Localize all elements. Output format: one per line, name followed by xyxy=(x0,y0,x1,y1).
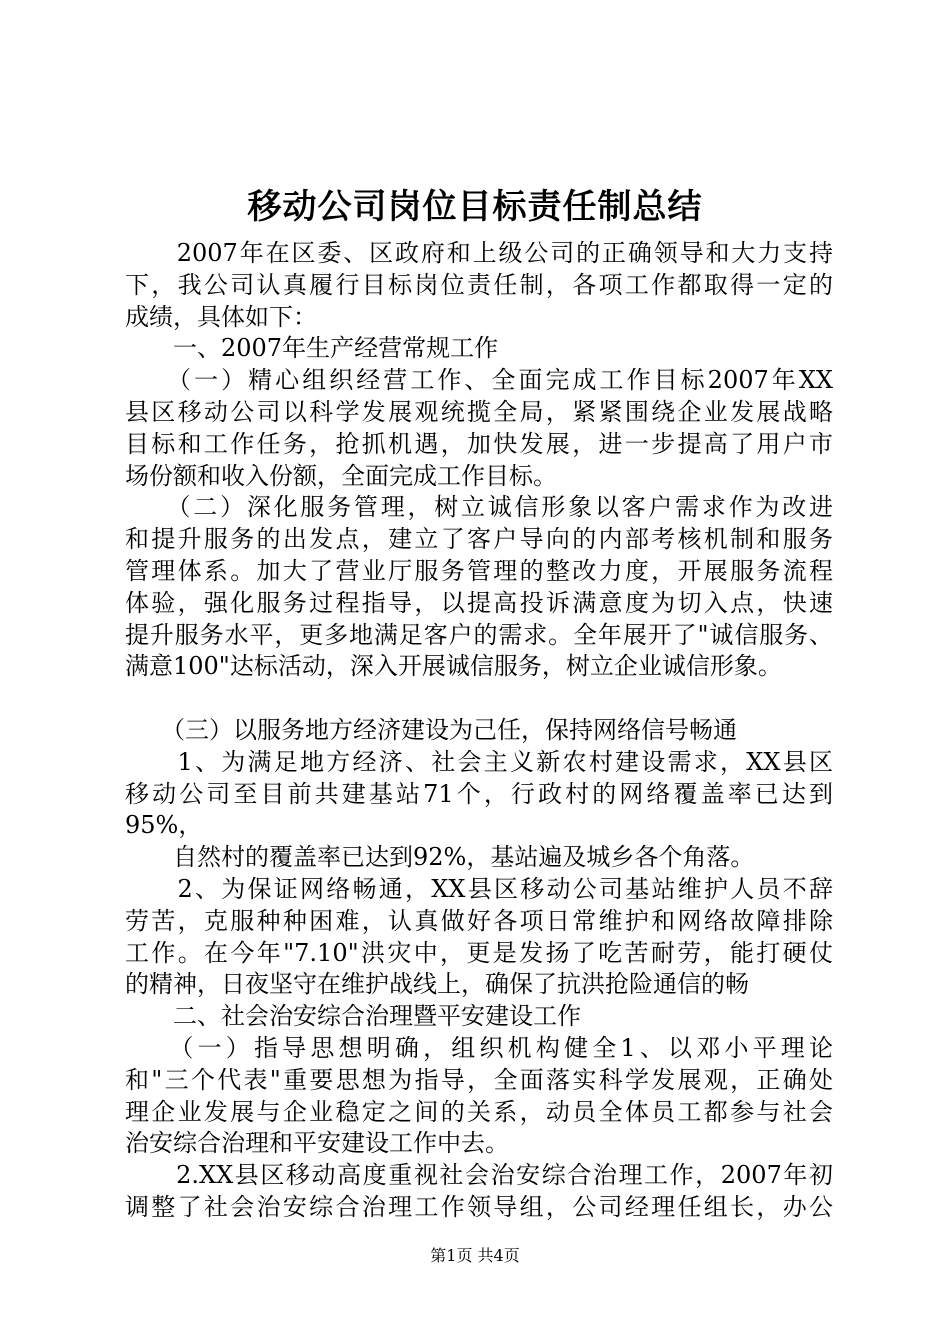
body-line: 治安综合治理和平安建设工作中去。 xyxy=(125,1129,509,1158)
body-line: 提升服务水平，更多地满足客户的需求。全年展开了"诚信服务、 xyxy=(125,620,833,649)
body-line: 2007年在区委、区政府和上级公司的正确领导和大力支持 xyxy=(125,239,833,267)
body-line: 自然村的覆盖率已达到92%，基站遍及城乡各个角落。 xyxy=(125,843,755,872)
body-line: 95%， xyxy=(125,811,203,840)
document-title: 移动公司岗位目标责任制总结 xyxy=(247,187,703,227)
body-line: 和"三个代表"重要思想为指导，全面落实科学发展观，正确处 xyxy=(125,1065,833,1094)
body-line: 的精神，日夜坚守在维护战线上，确保了抗洪抢险通信的畅 xyxy=(125,970,749,999)
document-body xyxy=(125,238,833,1224)
body-line: 成绩，具体如下： xyxy=(125,302,317,331)
body-line: （二）深化服务管理，树立诚信形象以客户需求作为改进 xyxy=(125,493,833,522)
page-footer: 第1页 共4页 xyxy=(430,1246,520,1265)
body-line: （一）精心组织经营工作、全面完成工作目标2007年XX xyxy=(125,366,833,395)
body-line: 调整了社会治安综合治理工作领导组，公司经理任组长，办公 xyxy=(125,1192,833,1221)
section-heading: 二、社会治安综合治理暨平安建设工作 xyxy=(125,1002,581,1031)
body-line: 2、为保证网络畅通，XX县区移动公司基站维护人员不辞 xyxy=(125,874,833,903)
body-line: 县区移动公司以科学发展观统揽全局，紧紧围绕企业发展战略 xyxy=(125,397,833,426)
body-line: 工作。在今年"7.10"洪灾中，更是发扬了吃苦耐劳，能打硬仗 xyxy=(125,938,833,967)
body-line: 理企业发展与企业稳定之间的关系，动员全体员工都参与社会 xyxy=(125,1097,833,1126)
body-line: 和提升服务的出发点，建立了客户导向的内部考核机制和服务 xyxy=(125,525,833,554)
body-line: （一）指导思想明确，组织机构健全1、以邓小平理论 xyxy=(125,1033,833,1062)
body-line: 目标和工作任务，抢抓机遇，加快发展，进一步提高了用户市 xyxy=(125,429,833,458)
body-line: 体验，强化服务过程指导，以提高投诉满意度为切入点，快速 xyxy=(125,588,833,617)
body-line: 管理体系。加大了营业厅服务管理的整改力度，开展服务流程 xyxy=(125,556,833,585)
body-line: 下，我公司认真履行目标岗位责任制，各项工作都取得一定的 xyxy=(125,270,833,299)
body-line: 移动公司至目前共建基站71个，行政村的网络覆盖率已达到 xyxy=(125,779,833,808)
blank-line xyxy=(125,683,833,715)
body-line: （三）以服务地方经济建设为己任，保持网络信号畅通 xyxy=(125,715,737,744)
body-line: 2.XX县区移动高度重视社会治安综合治理工作，2007年初 xyxy=(125,1161,833,1190)
body-line: 场份额和收入份额，全面完成工作目标。 xyxy=(125,461,557,490)
section-heading: 一、2007年生产经营常规工作 xyxy=(125,334,499,363)
body-line: 劳苦，克服种种困难，认真做好各项日常维护和网络故障排除 xyxy=(125,906,833,935)
body-line: 满意100"达标活动，深入开展诚信服务，树立企业诚信形象。 xyxy=(125,652,782,681)
body-line: 1、为满足地方经济、社会主义新农村建设需求，XX县区 xyxy=(125,747,833,776)
